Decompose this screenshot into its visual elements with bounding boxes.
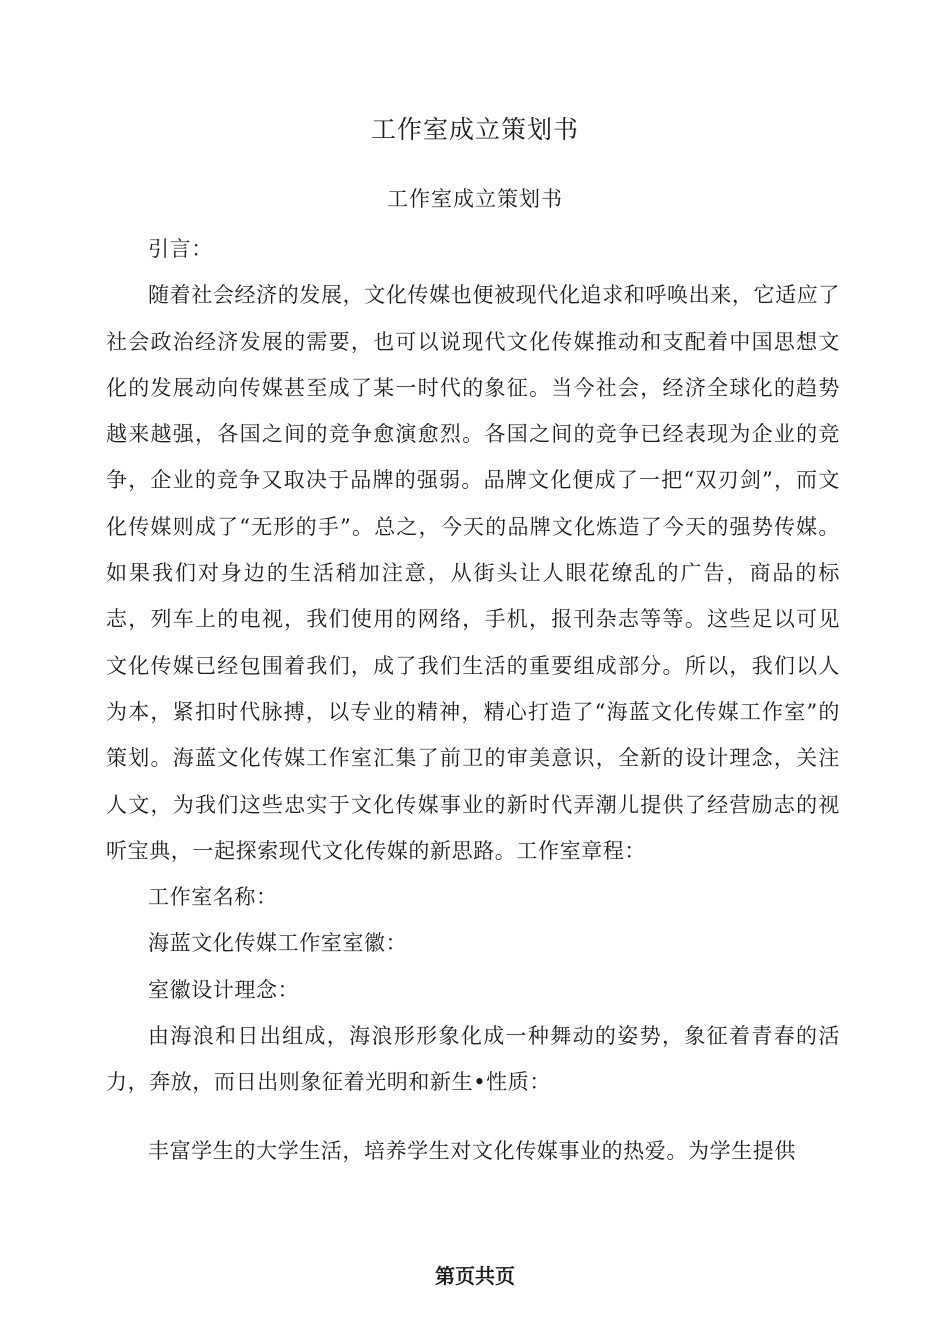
paragraph-intro-heading: 引言： bbox=[148, 237, 213, 261]
paragraph-nature: 丰富学生的大学生活，培养学生对文化传媒事业的热爱。为学生提供 bbox=[148, 1138, 796, 1163]
paragraph-intro-text: 随着社会经济的发展，文化传媒也便被现代化追求和呼唤出来，它适应了社会政治经济发展的需要，也可以说现代文化传媒推动和支配着中国思想文化的发展动向传媒甚至成了某一时代的象征。当今社会，经济全球化的趋势越来越强，各国之间的竞争愈演愈烈。各国之间的竞争已经表现为企业的竞争，企业的竞争又取决于品牌的强弱。品牌文化便成了一把“双刃剑”，而文化传媒则成了“无形的手”。总之，今天的品牌文化炼造了今天的强势传媒。如果我们对身边的生活稍加注意，从街头让人眼花缭乱的广告，商品的标志，列车上的电视，我们使用的网络，手机，报刊杂志等等。这些足以可见文化传媒已经包围着我们，成了我们生活的重要组成部分。所以，我们以人为本，紧扣时代脉搏，以专业的精神，精心打造了“海蓝文化传媒工作室”的策划。海蓝文化传媒工作室汇集了前卫的审美意识，全新的设计理念，关注人文，为我们这些忠实于文化传媒事业的新时代弄潮儿提供了经营励志的视听宝典，一起探索现代文化传媒的新思路。工作室章程： bbox=[106, 283, 840, 863]
document-body bbox=[106, 226, 840, 1174]
paragraph-studio-name: 工作室名称： bbox=[148, 885, 278, 910]
document-title: 工作室成立策划书 bbox=[370, 115, 579, 144]
page-footer: 第页共页 bbox=[435, 1264, 515, 1288]
paragraph-studio-emblem: 海蓝文化传媒工作室室徽： bbox=[148, 931, 408, 956]
paragraph-emblem-concept: 室徽设计理念： bbox=[148, 977, 300, 1002]
paragraph-emblem-description: 由海浪和日出组成，海浪形形象化成一种舞动的姿势，象征着青春的活力，奔放，而日出则象征着光明和新生•性质： bbox=[106, 1024, 840, 1095]
document-subtitle: 工作室成立策划书 bbox=[387, 187, 563, 211]
